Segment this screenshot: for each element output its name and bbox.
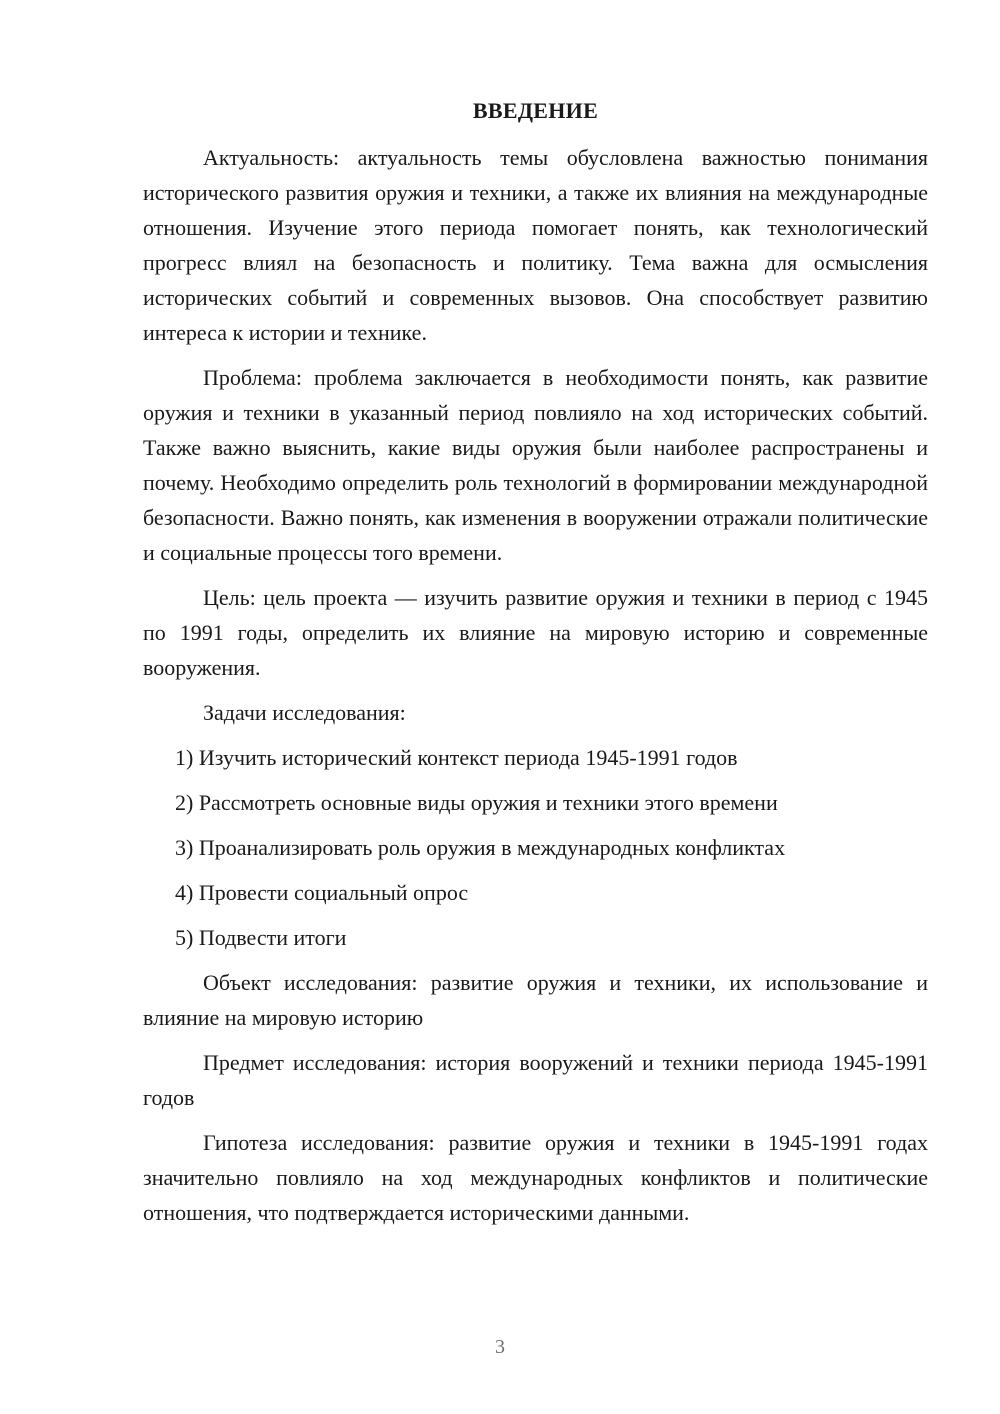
paragraph-object: Объект исследования: развитие оружия и техники, их использование и влияние на мировую историю (143, 970, 928, 1030)
tasks-list (143, 740, 928, 955)
paragraph-goal: Цель: цель проекта — изучить развитие оружия и техники в период с 1945 по 1991 годы, определить их влияние на мировую историю и современные вооружения. (143, 585, 928, 680)
list-item: 5) Подвести итоги (175, 925, 347, 950)
list-item: 1) Изучить исторический контекст периода 1945-1991 годов (175, 745, 738, 770)
list-item: 3) Проанализировать роль оружия в международных конфликтах (175, 835, 786, 860)
list-item: 2) Рассмотреть основные виды оружия и техники этого времени (175, 790, 778, 815)
paragraph-relevance: Актуальность: актуальность темы обусловлена важностью понимания исторического развития оружия и техники, а также их влияния на международные отношения. Изучение этого периода помогает понять, как технологический прогресс влиял на безопасность и политику. Тема важна для осмысления исторических событий и современных вызовов. Она способствует развитию интереса к истории и технике. (143, 145, 928, 345)
paragraph-problem: Проблема: проблема заключается в необходимости понять, как развитие оружия и техники в указанный период повлияло на ход исторических событий. Также важно выяснить, какие виды оружия были наиболее распространены и почему. Необходимо определить роль технологий в формировании международной безопасности. Важно понять, как изменения в вооружении отражали политические и социальные процессы того времени. (143, 365, 928, 565)
paragraph-subject: Предмет исследования: история вооружений и техники периода 1945-1991 годов (143, 1050, 928, 1110)
paragraph-tasks-heading: Задачи исследования: (203, 700, 406, 725)
page-number: 3 (495, 1336, 505, 1358)
page-content (143, 93, 928, 1240)
paragraph-hypothesis: Гипотеза исследования: развитие оружия и техники в 1945-1991 годах значительно повлияло на ход международных конфликтов и политические отношения, что подтверждается историческими данными. (143, 1130, 928, 1225)
list-item: 4) Провести социальный опрос (175, 880, 469, 905)
section-title: ВВЕДЕНИЕ (472, 98, 599, 123)
